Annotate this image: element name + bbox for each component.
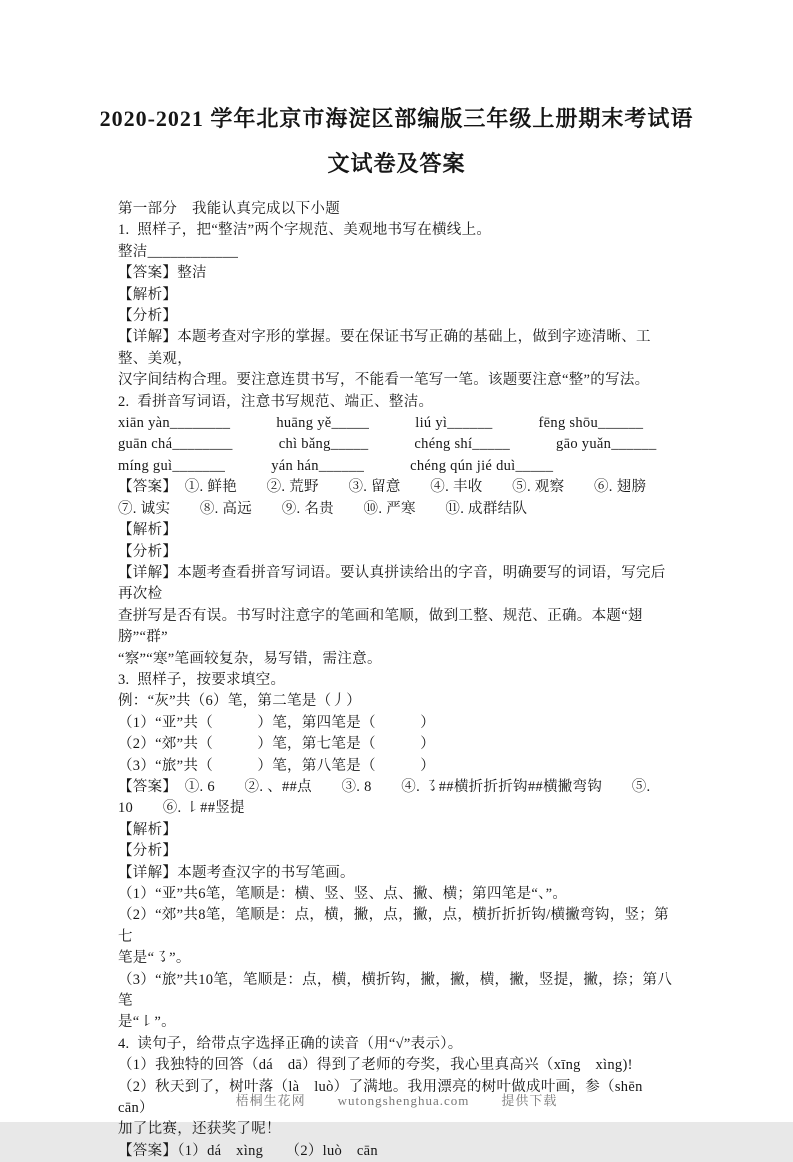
part-header: 第一部分 我能认真完成以下小题 <box>118 201 340 217</box>
question: 2. 看拼音写词语，注意书写规范、端正、整洁。 <box>118 393 434 410</box>
detail-line: （1）“亚”共6笔，笔顺是：横、竖、竖、点、撇、横；第四笔是“、”。 <box>118 886 568 902</box>
detail-line: 查拼写是否有误。书写时注意字的笔画和笔顺，做到工整、规范、正确。本题“翅膀”“群” <box>118 607 643 646</box>
document-title-line-1: 2020-2021 学年北京市海淀区部编版三年级上册期末考试语 <box>99 106 694 131</box>
footer-site-name: 梧桐生花网 <box>235 1093 306 1108</box>
detail-line: 【详解】本题考查看拼音写词语。要认真拼读给出的字音，明确要写的词语，写完后再次检 <box>118 564 666 603</box>
pinyin-blank: liú yì______ <box>415 415 493 432</box>
sub-question: 加了比赛，还获奖了呢！ <box>118 1121 281 1138</box>
detail-line: 【详解】本题考查对字形的掌握。要在保证书写正确的基础上，做到字迹清晰、工整、美观， <box>118 329 651 367</box>
detail-line: 笔是“㇌”。 <box>118 950 191 967</box>
detail-line: “察”“寒”笔画较复杂，易写错，需注意。 <box>118 650 382 667</box>
pinyin-blank: guān chá________ <box>118 436 233 453</box>
label-line: 【分析】 <box>118 543 178 560</box>
pinyin-blank: chéng shí_____ <box>414 436 511 453</box>
question: 4. 读句子，给带点字选择正确的读音（用“√”表示）。 <box>118 1035 463 1052</box>
sub-question: （3）“旅”共（ ）笔，第八笔是（ ） <box>118 757 436 774</box>
detail-line: 【详解】本题考查汉字的书写笔画。 <box>118 864 355 881</box>
question: 1. 照样子，把“整洁”两个字规范、美观地书写在横线上。 <box>118 222 492 239</box>
document-title-line-2: 文试卷及答案 <box>327 151 466 176</box>
page-footer <box>0 1090 793 1109</box>
pinyin-blank: chì bǎng_____ <box>278 436 369 453</box>
detail-line: 汉字间结构合理。要注意连贯书写，不能看一笔写一笔。该题要注意“整”的写法。 <box>118 372 650 389</box>
sub-question: （2）秋天到了，树叶落（là luò）了满地。我用漂亮的树叶做成叶画，参（shēn cān） <box>118 1078 658 1117</box>
answer-line: 【答案】 ①. 6 ②. 、##点 ③. 8 ④. ㇌##横折折折钩##横撇弯钩 ⑤. <box>118 778 651 795</box>
label-line: 【解析】 <box>118 821 178 838</box>
blank-line: 整洁____________ <box>118 243 239 260</box>
document-body <box>118 199 680 1162</box>
detail-line: （3）“旅”共10笔，笔顺是：点，横，横折钩，撇，撇，横，撇，竖提，撇，捺；第八笔 <box>118 971 673 1010</box>
pinyin-blank: fēng shōu______ <box>538 415 644 432</box>
document-title <box>70 96 723 186</box>
pinyin-blank: xiān yàn________ <box>118 415 231 432</box>
footer-download-text: 提供下载 <box>501 1093 558 1108</box>
sub-question: （1）“亚”共（ ）笔，第四笔是（ ） <box>118 714 436 731</box>
label-line: 【分析】 <box>118 308 178 325</box>
question: 3. 照样子，按要求填空。 <box>118 671 286 688</box>
pinyin-blank: yán hán______ <box>271 457 365 474</box>
answer-line: 【答案】（1）dá xìng （2）luò cān <box>118 1142 378 1159</box>
answer-line: 10 ⑥. ㇙##竖提 <box>118 800 245 817</box>
answer-line: 【答案】整洁 <box>118 265 207 282</box>
pinyin-row <box>118 456 680 477</box>
pinyin-blank: míng guì_______ <box>118 457 226 474</box>
pinyin-row <box>118 434 680 455</box>
label-line: 【分析】 <box>118 843 178 860</box>
pinyin-blank: gāo yuǎn______ <box>556 436 657 453</box>
detail-line: （2）“郊”共8笔，笔顺是：点，横，撇，点，撇，点，横折折折钩/横撇弯钩，竖；第七 <box>118 907 669 945</box>
label-line: 【解析】 <box>118 522 178 539</box>
example-line: 例：“灰”共（6）笔，第二笔是（丿） <box>118 693 362 710</box>
footer-site-url: wutongshenghua.com <box>337 1093 470 1108</box>
answer-line: ⑦. 诚实 ⑧. 高远 ⑨. 名贵 ⑩. 严寒 ⑪. 成群结队 <box>118 500 528 517</box>
pinyin-blank: huāng yě_____ <box>276 415 370 432</box>
answer-line: 【答案】 ①. 鲜艳 ②. 荒野 ③. 留意 ④. 丰收 ⑤. 观察 ⑥. 翅膀 <box>118 479 647 496</box>
label-line: 【解析】 <box>118 286 178 303</box>
pinyin-row <box>118 413 680 434</box>
sub-question: （1）我独特的回答（dá dā）得到了老师的夸奖，我心里真高兴（xīng xìng)! <box>118 1057 633 1074</box>
sub-question: （2）“郊”共（ ）笔，第七笔是（ ） <box>118 736 436 753</box>
detail-line: 是“㇙”。 <box>118 1014 176 1031</box>
pinyin-blank: chéng qún jié duì_____ <box>410 457 554 474</box>
